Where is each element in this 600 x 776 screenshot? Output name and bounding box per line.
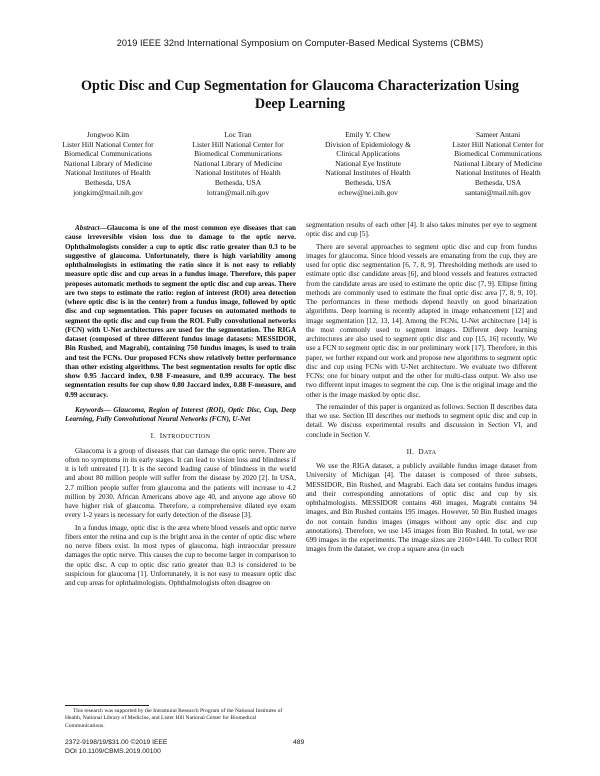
author-affiliation: National Library of Medicine bbox=[453, 158, 543, 168]
author-location: Bethesda, USA bbox=[344, 177, 392, 187]
paragraph: segmentation results of each other [4]. It also takes minutes per eye to segment optic disc and cup [5]. bbox=[306, 221, 537, 239]
abstract-label: Abstract bbox=[75, 224, 100, 232]
author-affiliation: Biomedical Communications bbox=[64, 149, 152, 159]
author-block bbox=[43, 130, 563, 197]
author-location: Bethesda, USA bbox=[214, 177, 262, 187]
author-affiliation: Biomedical Communications bbox=[454, 149, 542, 159]
author-1 bbox=[43, 130, 173, 197]
right-column bbox=[306, 221, 537, 558]
left-column bbox=[65, 224, 296, 591]
paragraph: In a fundus image, optic disc is the area where blood vessels and optic nerve fibers enter the retina and cup is the bright area in the center of optic disc where no nerve fibers exist. In most types of glaucoma, high intraocular pressure damages the optic nerve. This causes the cup to become larger in comparison to the optic disc. A cup to optic disc ratio greater than 0.3 is considered to be suspicious for glaucoma [1]. Unfortunately, it is not easy to measure optic disc and cup areas for ophthalmologists. Ophthalmologists often disagree on bbox=[65, 523, 296, 587]
paper-title: Optic Disc and Cup Segmentation for Glaucoma Characterization Using Deep Learning bbox=[81, 78, 519, 112]
keywords: Keywords— Glaucoma, Region of Interest (ROI), Optic Disc, Cup, Deep Learning, Fully Convolutional Neural Networks (FCN), U-Net bbox=[65, 405, 296, 423]
abstract bbox=[65, 224, 296, 400]
footnote-divider bbox=[65, 705, 149, 706]
paragraph: We use the RIGA dataset, a publicly available fundus image dataset from University of Michigan [4]. The dataset is composed of three subsets, MESSIDOR, Bin Rushed, and Magrabi. Each data set contains fundus images and their corresponding annotations of optic disc and cup by six ophthalmologists. MESSIDOR contains 460 images, Magrabi contains 94 images, and Bin Rushed contains 195 images. However, 50 Bin Rushed images do not contain fundus images (images without any optic disc and cup annotations). Therefore, we use 145 images from Bin Rushed. In total, we use 699 images in the experiments. The image sizes are 2160×1440. To collect ROI images from the dataset, we crop a square area (in each bbox=[306, 462, 537, 554]
author-affiliation: National Library of Medicine bbox=[193, 158, 283, 168]
author-affiliation: Clinical Applications bbox=[336, 149, 400, 159]
author-email: santani@mail.nih.gov bbox=[464, 187, 532, 197]
section-heading-introduction: I. INTRODUCTION bbox=[150, 431, 211, 441]
footnote: This research was supported by the Intramural Research Program of the National Institutes of Health, National Library of Medicine, and Lister Hill National Center for Biomedical Communications. bbox=[65, 708, 283, 729]
author-affiliation: Lister Hill National Center for bbox=[452, 139, 544, 149]
author-location: Bethesda, USA bbox=[474, 177, 522, 187]
paragraph: The remainder of this paper is organized as follows. Section II describes data that we use. Section III describes our methods to segment optic disc and cup in detail. We discuss experimental results and discussion in Section VI, and conclude in Section V. bbox=[306, 402, 537, 439]
author-affiliation: Lister Hill National Center for bbox=[192, 139, 284, 149]
author-email: lotran@mail.nih.gov bbox=[206, 187, 270, 197]
footer-doi: DOI 10.1109/CBMS.2019.00100 bbox=[65, 747, 161, 755]
author-affiliation: Division of Epidemiology & bbox=[324, 139, 412, 149]
author-location: Bethesda, USA bbox=[84, 177, 132, 187]
footer bbox=[65, 739, 167, 756]
author-affiliation: National Library of Medicine bbox=[63, 158, 153, 168]
author-4 bbox=[433, 130, 563, 197]
author-name: Emily Y. Chew bbox=[345, 130, 391, 139]
author-affiliation: Biomedical Communications bbox=[194, 149, 282, 159]
section-heading-data: II. DATA bbox=[406, 446, 437, 456]
paragraph: There are several approaches to segment optic disc and cup from fundus images for glaucoma. Since blood vessels are emanating from the cup, they are used for optic disc segmentation [6, 7, 8, 9]. Thresholding methods are used to estimate optic disc candidate areas [6], and blood vessels and features extracted from the candidate areas are used to estimate the optic disc [7, 9]. Ellipse fitting methods are commonly used to estimate the final optic disc area [7, 8, 9, 10]. The performances in these methods depend heavily on good binarization algorithms. Deep learning is recently adapted in image enhancement [12] and image segmentation [12, 13, 14]. Among the FCNs, U-Net architecture [14] is the most commonly used to segment images. Different deep learning architectures are also used to segment optic disc and cup [15, 16] recently. We use a FCN to segment optic disc in our preliminary work [17]. Therefore, in this paper, we further expand our work and propose new algorithms to segment optic disc and cup using FCNs with U-Net architecture. We evaluate two different FCNs: one for binary output and the other for multi-class output. We also use two different input images to segment the cup. One is the original image and the other is the image masked by optic disc. bbox=[306, 242, 537, 399]
author-email: jongkim@mail.nih.gov bbox=[73, 187, 143, 197]
author-affiliation: National Institutes of Health bbox=[455, 168, 541, 178]
page-number: 489 bbox=[293, 739, 305, 746]
footer-isbn: 2372-9198/19/$31.00 ©2019 IEEE bbox=[65, 739, 168, 746]
author-affiliation: National Institutes of Health bbox=[325, 168, 411, 178]
author-2 bbox=[173, 130, 303, 197]
author-name: Loc Tran bbox=[224, 130, 252, 139]
author-email: echew@nei.nih.gov bbox=[338, 187, 398, 197]
author-affiliation: National Institutes of Health bbox=[65, 168, 151, 178]
author-name: Sameer Antani bbox=[475, 130, 521, 139]
conference-header: 2019 IEEE 32nd International Symposium on Computer-Based Medical Systems (CBMS) bbox=[116, 38, 484, 48]
paragraph: Glaucoma is a group of diseases that can damage the optic nerve. There are often no symptoms in its early stages. It can lead to vision loss and blindness if it is left untreated [1]. It is the second leading cause of blindness in the world and about 80 million people will suffer from the disease by 2020 [2]. In USA, 2.7 million people suffer from glaucoma and the patients will increase to 4.2 million by 2030. African Americans above age 40, and anyone age above 60 have higher risk of glaucoma. Therefore, a comprehensive dilated eye exam every 1-2 years is necessary for early detection of the disease [3]. bbox=[65, 446, 296, 520]
author-affiliation: National Eye Institute bbox=[335, 158, 401, 168]
abstract-text: —Glaucoma is one of the most common eye diseases that can cause irreversible vision loss due to damage to the optic nerve. Ophthalmologists consider a cup to optic disc ratio greater than 0.3 to be suggestive of glaucoma. Unfortunately, there is high variability among ophthalmologists in estimating the ratio since it is not easy to reliably measure optic disc and cup areas in a fundus image. Therefore, this paper proposes automatic methods to segment the optic disc and cup areas. There are two steps to estimate the ratio: region of interest (ROI) area detection (where optic disc is in the center) from a fundus image, followed by optic disc and cup segmentation. This paper focuses on automated methods to segment the optic disc and cup from the ROI. Fully convolutional networks (FCN) with U-Net architectures are used for the segmentation. The RIGA dataset (composed of three different fundus image datasets: MESSIDOR, Bin Rushed, and Magrabi), containing 750 fundus images, is used to train and test the FCNs. Our proposed FCNs show relatively better performance than other existing algorithms. The best segmentation results for optic disc show 0.95 Jaccard index, 0.98 F-measure, and 0.99 accuracy. The best segmentation results for cup show 0.80 Jaccard index, 0.88 F-measure, and 0.99 accuracy. bbox=[65, 224, 296, 399]
author-affiliation: Lister Hill National Center for bbox=[62, 139, 154, 149]
author-affiliation: National Institutes of Health bbox=[195, 168, 281, 178]
author-name: Jongwoo Kim bbox=[86, 130, 130, 139]
author-3 bbox=[303, 130, 433, 197]
